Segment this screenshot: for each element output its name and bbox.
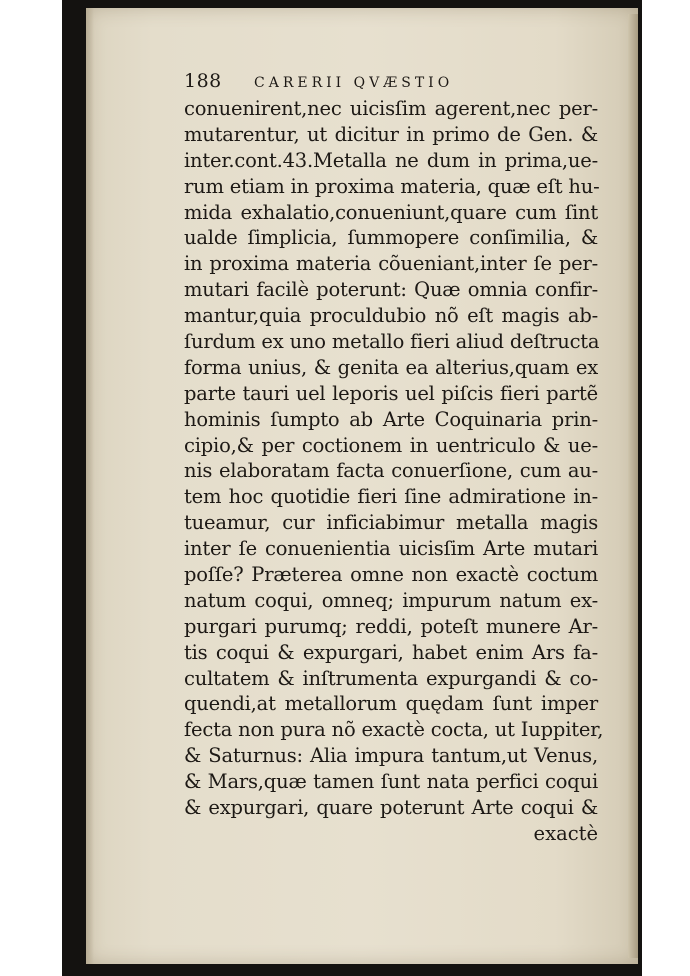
- text-line: & Saturnus: Alia impura tantum,ut Venus,: [184, 744, 598, 768]
- text-line: tueamur, cur inficiabimur metalla magis: [184, 511, 598, 535]
- catchword: exactè: [533, 821, 598, 845]
- text-line: inter ſe conuenientia uicisſim Arte mutari: [184, 537, 598, 561]
- page-number: 188: [184, 70, 222, 92]
- text-line: mantur,quia proculdubio nõ eſt magis ab-: [184, 304, 598, 328]
- page-edge: [628, 14, 638, 958]
- text-line: purgari purumq; reddi, poteſt munere Ar-: [184, 614, 598, 638]
- text-line: mida exhalatio,conueniunt,quare cum ſint: [184, 200, 598, 224]
- text-line: parte tauri uel leporis uel piſcis fieri partẽ: [184, 381, 598, 405]
- body-text: [184, 96, 604, 821]
- page-text-block: [184, 70, 604, 847]
- text-line: ſurdum ex uno metallo fieri aliud deſtructa: [184, 330, 600, 354]
- text-line: nis elaboratam facta conuerſione, cum au-: [184, 459, 598, 483]
- text-line: cipio,& per coctionem in uentriculo & ue-: [184, 433, 598, 457]
- text-line: inter.cont.43.Metalla ne dum in prima,ue-: [184, 148, 598, 172]
- text-line: & Mars,quæ tamen ſunt nata perfici coqui: [184, 770, 598, 794]
- text-line: mutarentur, ut dicitur in primo de Gen. &: [184, 122, 598, 146]
- page-gutter-shadow: [86, 8, 94, 964]
- running-head: [184, 70, 598, 96]
- text-line: forma unius, & genita ea alterius,quam ex: [184, 355, 598, 379]
- text-line: tis coqui & expurgari, habet enim Ars fa-: [184, 640, 598, 664]
- text-line: & expurgari, quare poterunt Arte coqui &: [184, 796, 598, 820]
- text-line: mutari facilè poterunt: Quæ omnia confir-: [184, 278, 598, 302]
- text-line: hominis ſumpto ab Arte Coquinaria prin-: [184, 407, 598, 431]
- text-line: natum coqui, omneq; impurum natum ex-: [184, 588, 598, 612]
- text-line: ualde ſimplicia, ſummopere conſimilia, &: [184, 226, 598, 250]
- text-line: poſſe? Præterea omne non exactè coctum: [184, 563, 598, 587]
- text-line: tem hoc quotidie fieri ſine admiratione in-: [184, 485, 598, 509]
- text-line: in proxima materia cõueniant,inter ſe per-: [184, 252, 598, 276]
- running-title: CARERII QVÆSTIO: [254, 75, 454, 91]
- text-line: quendi,at metallorum quędam ſunt imper: [184, 692, 598, 716]
- text-line: fecta non pura nõ exactè cocta, ut Iuppiter,: [184, 718, 604, 742]
- text-line: cultatem & inſtrumenta expurgandi & co-: [184, 666, 598, 690]
- text-line: conuenirent,nec uicisſim agerent,nec per-: [184, 97, 598, 120]
- text-line: rum etiam in proxima materia, quæ eſt hu-: [184, 174, 600, 198]
